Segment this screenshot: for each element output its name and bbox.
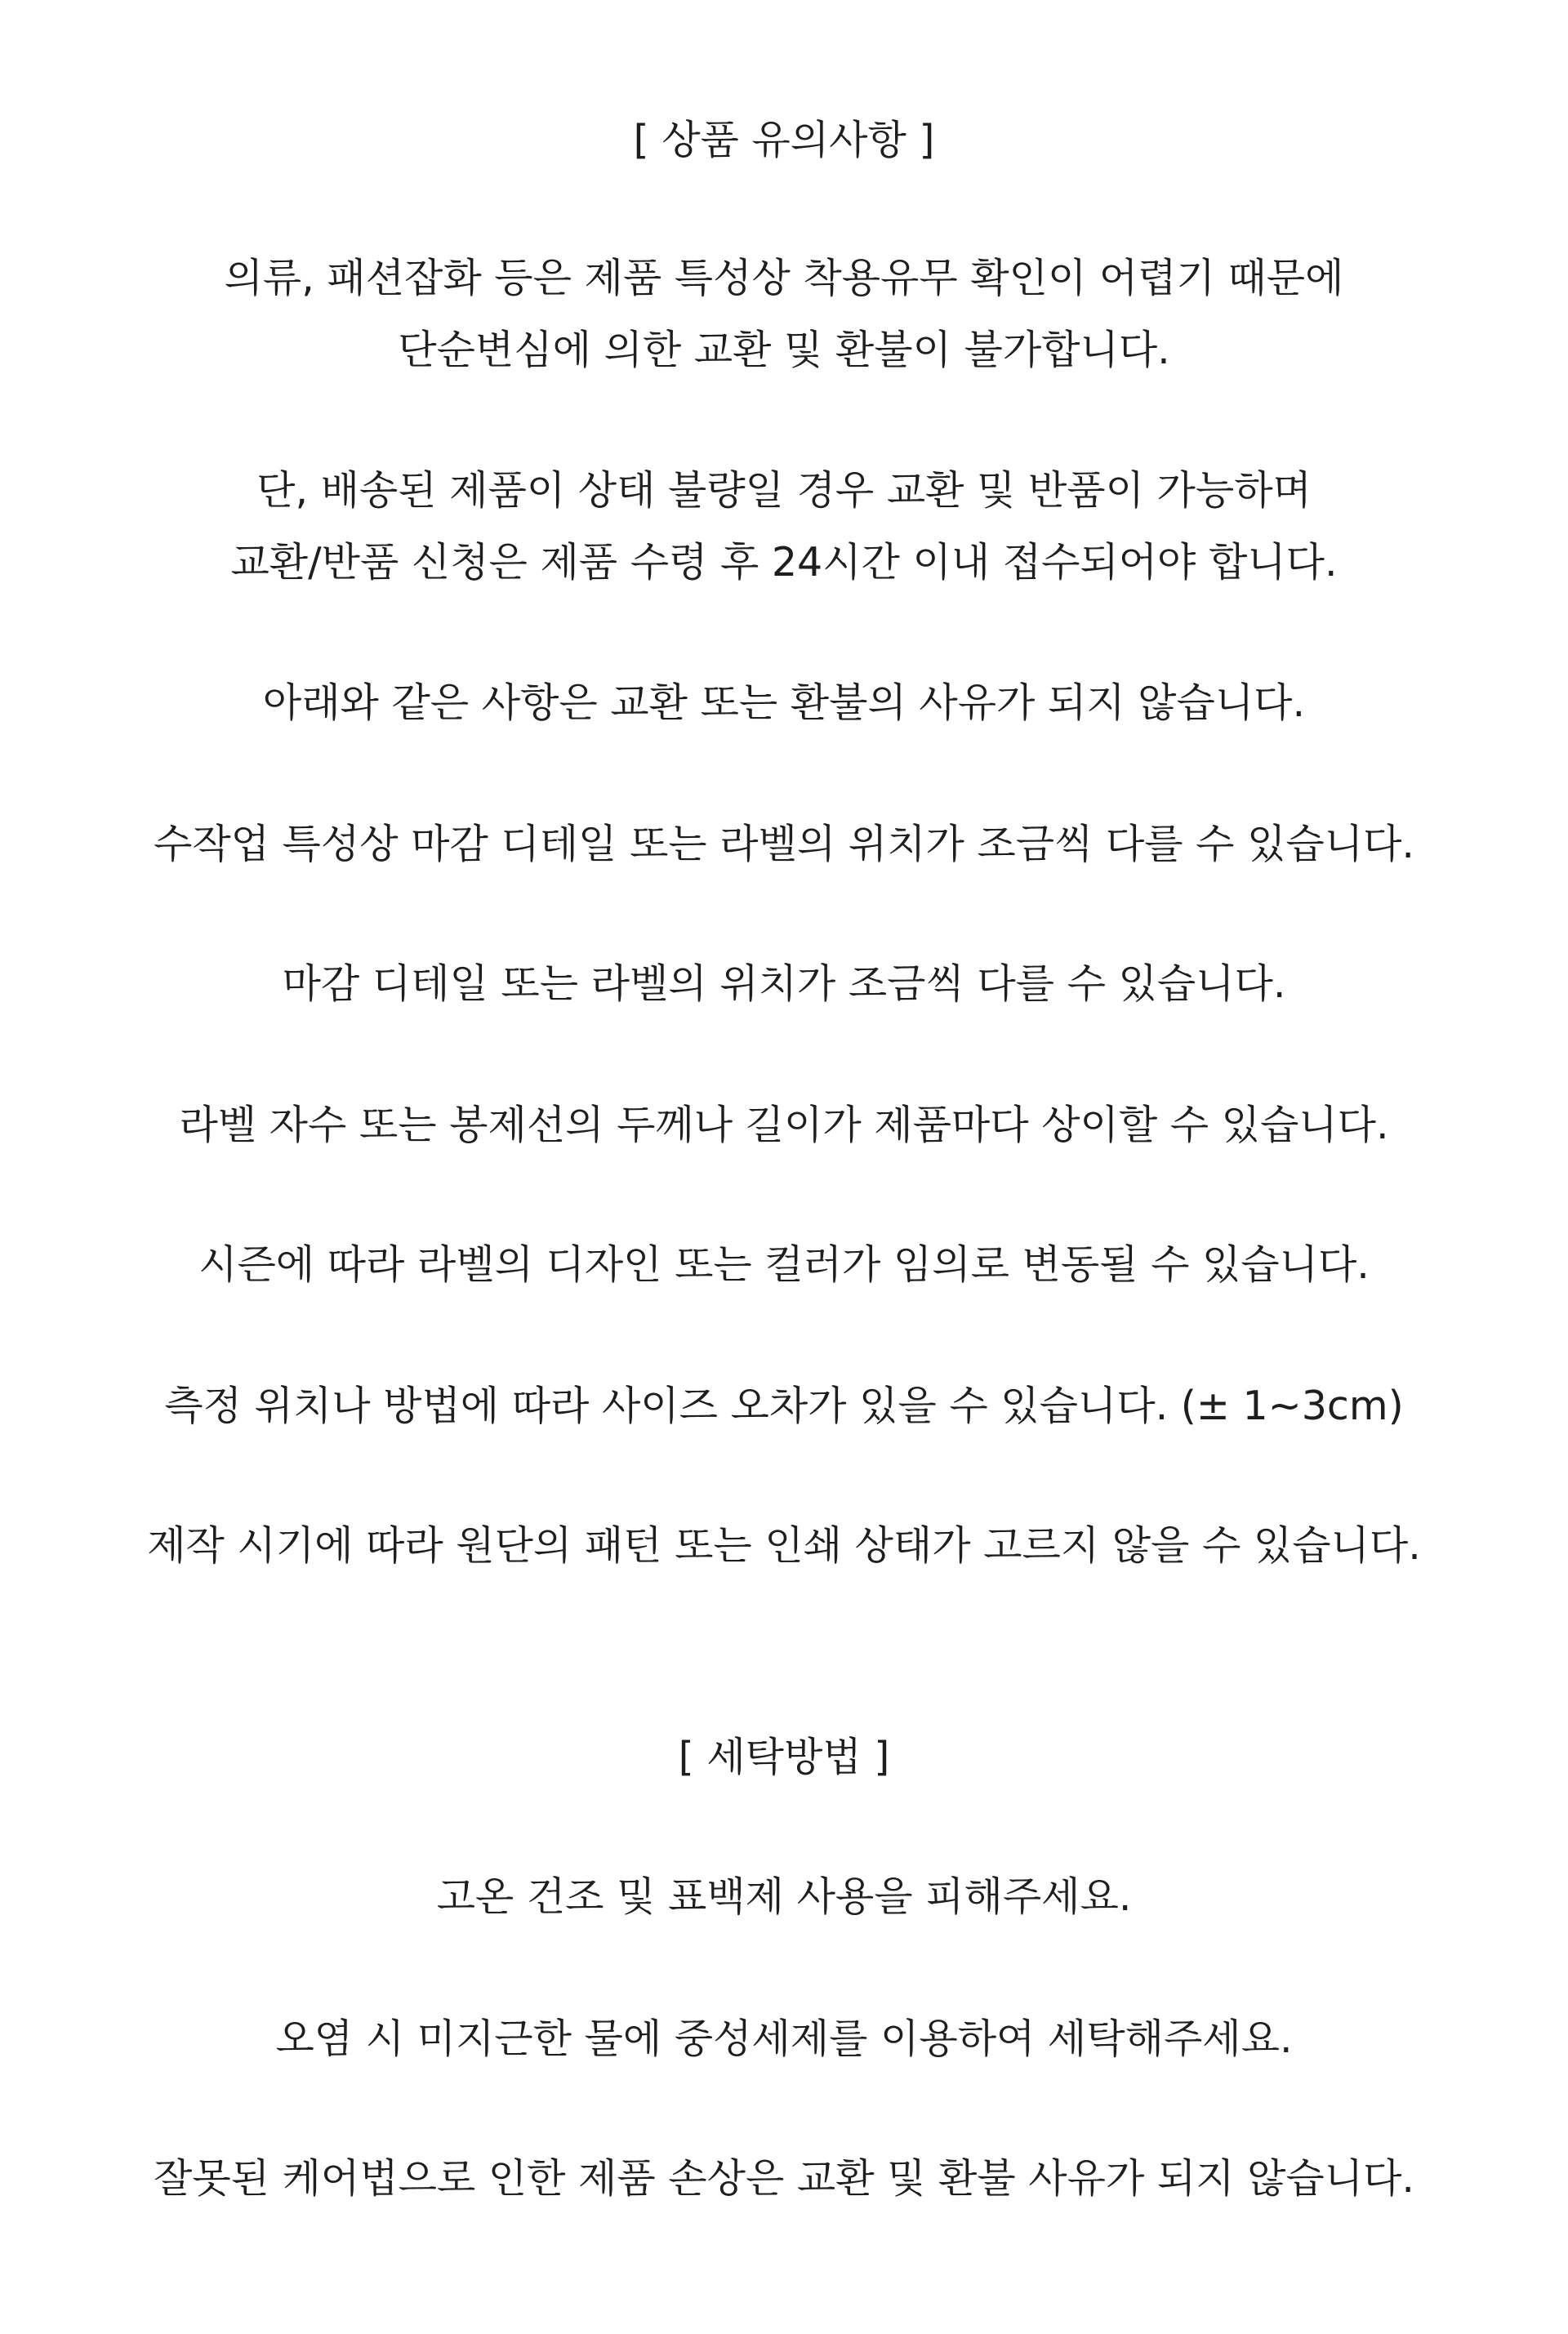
notice-item: 마감 디테일 또는 라벨의 위치가 조금씩 다를 수 있습니다. (282, 960, 1286, 1007)
notice-item: 라벨 자수 또는 봉제선의 두께나 길이가 제품마다 상이할 수 있습니다. (179, 1102, 1389, 1148)
notice-item: 시즌에 따라 라벨의 디자인 또는 컬러가 임의로 변동될 수 있습니다. (198, 1241, 1370, 1288)
defect-policy-line-2: 교환/반품 신청은 제품 수령 후 24시간 이내 접수되어야 합니다. (230, 539, 1338, 586)
washing-item: 잘못된 케어법으로 인한 제품 손상은 교환 및 환불 사유가 되지 않습니다. (153, 2155, 1415, 2202)
washing-item: 오염 시 미지근한 물에 중성세제를 이용하여 세탁해주세요. (275, 2016, 1293, 2062)
notice-intro-line-2: 단순변심에 의한 교환 및 환불이 불가합니다. (398, 327, 1170, 373)
washing-item: 고온 건조 및 표백제 사용을 피해주세요. (436, 1873, 1132, 1920)
notice-intro-line-1: 의류, 패션잡화 등은 제품 특성상 착용유무 확인이 어렵기 때문에 (224, 255, 1344, 301)
exclusion-heading: 아래와 같은 사항은 교환 또는 환불의 사유가 되지 않습니다. (262, 679, 1306, 726)
washing-title: [ 세탁방법 ] (678, 1734, 890, 1780)
notice-item: 제작 시기에 따라 원단의 패턴 또는 인쇄 상태가 고르지 않을 수 있습니다. (147, 1522, 1421, 1569)
notice-title: [ 상품 유의사항 ] (633, 117, 935, 163)
notice-item: 측정 위치나 방법에 따라 사이즈 오차가 있을 수 있습니다. (± 1~3cm) (164, 1383, 1404, 1429)
defect-policy-line-1: 단, 배송된 제품이 상태 불량일 경우 교환 및 반품이 가능하며 (256, 467, 1312, 514)
notice-item: 수작업 특성상 마감 디테일 또는 라벨의 위치가 조금씩 다를 수 있습니다. (153, 821, 1415, 867)
